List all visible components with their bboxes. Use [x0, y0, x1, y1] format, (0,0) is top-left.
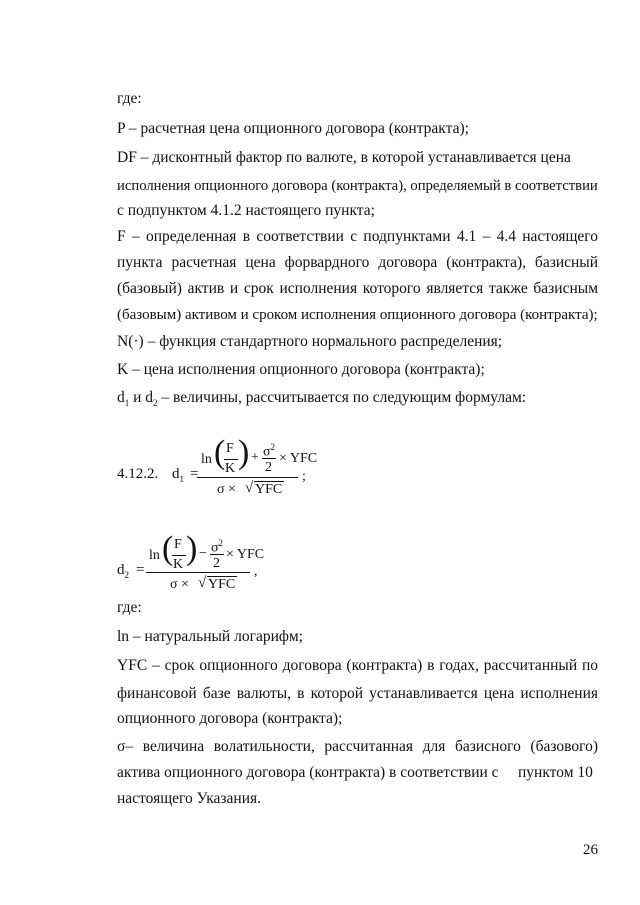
formula-d1-plus: +: [251, 450, 259, 465]
formula-d1-k: K: [225, 461, 236, 476]
formula-d1-eq: =: [190, 466, 199, 482]
formula-d1-den-yfc: YFC: [255, 482, 283, 497]
definition-ln: ln – натуральный логарифм;: [117, 628, 304, 645]
formula-d2-lparen: (: [162, 530, 174, 567]
formula-d1-sqrt-sign: √: [245, 480, 254, 496]
d-description: – величины, рассчитывается по следующим формулам:: [157, 389, 527, 406]
formula-d1-two: 2: [265, 460, 272, 475]
definition-sigma-line2-b: пунктом 10: [518, 764, 593, 781]
definition-df-line3: с подпунктом 4.1.2 настоящего пункта;: [117, 202, 375, 219]
definition-p: P – расчетная цена опционного договора (контракта);: [117, 120, 469, 137]
formula-d2-sqrt-sign: √: [198, 575, 207, 591]
definition-yfc-line3: опционного договора (контракта);: [117, 710, 343, 727]
formula-d1-ln: ln: [201, 452, 212, 467]
formula-d1-end: ;: [302, 469, 306, 484]
formula-d2-two: 2: [213, 556, 220, 571]
formula-d2-sigma-bar: [210, 554, 224, 555]
definition-f-line1: F – определенная в соответствии с подпунктами 4.1 – 4.4 настоящего: [117, 228, 598, 245]
formula-d2-main-bar: [146, 572, 250, 573]
formula-d1-fk-bar: [224, 459, 238, 460]
formula-d2-minus: −: [199, 546, 207, 561]
sigma-symbol-2: σ: [211, 540, 219, 556]
formula-d2-times-yfc: × YFC: [226, 547, 265, 562]
formula-d2-eq: =: [136, 562, 145, 578]
definition-f-line2: пункта расчетная цена форвардного договора (контракта), базисный: [117, 254, 598, 271]
definition-sigma-line3: настоящего Указания.: [117, 790, 262, 807]
definition-yfc-line2: финансовой базе валюты, в которой устанавливается цена исполнения: [117, 685, 598, 702]
formula-d1-f: F: [226, 441, 234, 456]
where-label: где:: [117, 90, 142, 107]
formula-d2-k: K: [173, 557, 184, 572]
formula-d1-lhs: [172, 466, 184, 487]
where-label-2: где:: [117, 599, 142, 616]
formula-d1-times-yfc: × YFC: [279, 451, 318, 466]
formula-d1-sigma-bar: [262, 458, 276, 459]
formula-d1-main-bar: [197, 477, 298, 478]
formula-d2-end: ,: [254, 564, 258, 579]
formula-d2-ln: ln: [149, 548, 160, 563]
sigma-symbol: σ: [263, 444, 271, 460]
definition-n: [117, 332, 502, 352]
sigma-sup: 2: [270, 442, 276, 452]
formula-d2-den-sigma: σ ×: [170, 577, 189, 592]
definition-sigma-line1: σ– величина волатильности, рассчитанная для базисного (базового): [117, 738, 598, 755]
sigma-sup-2: 2: [218, 538, 224, 548]
formula-d1-lparen: (: [214, 434, 226, 471]
formula-d2-den-yfc: YFC: [208, 577, 236, 592]
definition-yfc-line1: YFC – срок опционного договора (контракта) в годах, рассчитанный по: [117, 657, 598, 674]
definition-k: K – цена исполнения опционного договора (контракта);: [117, 361, 485, 378]
formula-d2-f: F: [174, 537, 182, 552]
page-number: 26: [583, 842, 598, 858]
d-symbol: d: [117, 389, 125, 406]
d-and: и d: [129, 389, 154, 406]
formula-d2-rparen: ): [186, 530, 198, 567]
definition-f-line3: (базовый) актив и срок исполнения которого является также базисным: [117, 280, 598, 297]
definition-sigma-line2-a: актива опционного договора (контракта) в соответствии с: [117, 764, 499, 781]
formula-d2-lhs: [117, 562, 129, 583]
definition-df-line2: исполнения опционного договора (контракта), определяемый в соответствии: [117, 178, 598, 194]
formula-d2-fk-bar: [172, 555, 186, 556]
formula-d1-label: 4.12.2.: [117, 466, 159, 482]
formula-d1-den-sigma: σ ×: [217, 482, 236, 497]
d1-sub: 1: [179, 474, 184, 484]
d1-symbol: d: [172, 466, 180, 482]
d1-subscript: 1: [124, 398, 130, 409]
n-function-symbol: N(·): [117, 333, 144, 350]
n-function-text: – функция стандартного нормального распределения;: [147, 333, 503, 350]
definition-df-line1: DF – дисконтный фактор по валюте, в которой устанавливается цена: [117, 149, 571, 166]
d2-sub: 2: [124, 570, 129, 580]
definition-d1-d2: [117, 388, 526, 413]
d2-subscript: 2: [153, 398, 158, 409]
d2-symbol: d: [117, 562, 125, 578]
formula-d1-rparen: ): [238, 434, 250, 471]
definition-f-line4: (базовым) активом и сроком исполнения опционного договора (контракта);: [117, 307, 598, 323]
